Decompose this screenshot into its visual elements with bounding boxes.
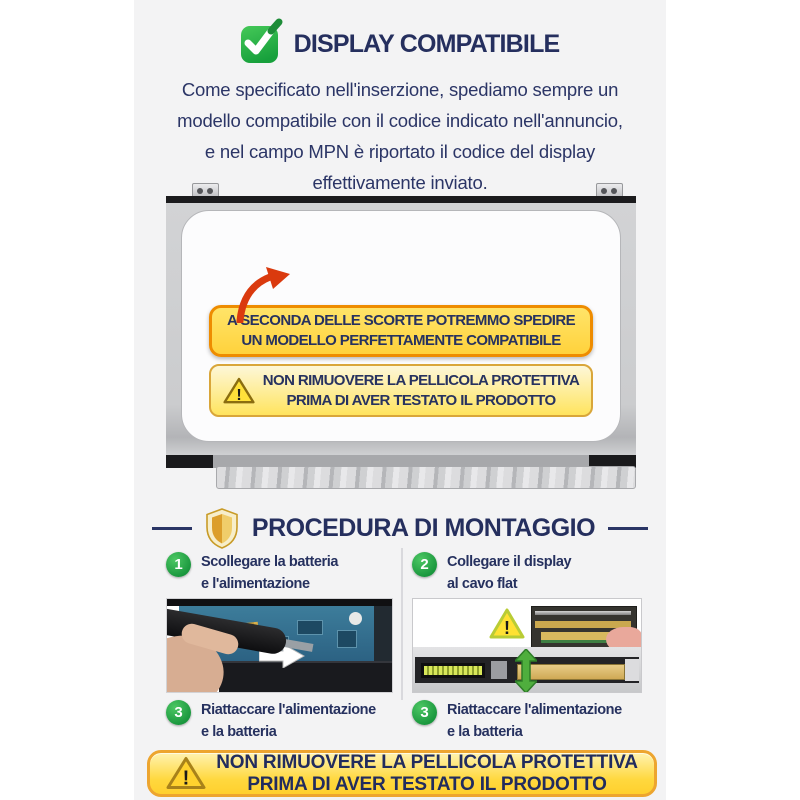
intro-line-3: e nel campo MPN è riportato il codice del display: [204, 141, 596, 162]
footer-warning-banner: [147, 750, 657, 797]
step-2-line-2: al cavo flat: [447, 576, 518, 592]
battery: [219, 661, 392, 693]
assembly-header: [134, 506, 666, 550]
chip-icon: [297, 620, 323, 635]
intro-line-1: Come specificato nell'inserzione, spediamo sempre un: [181, 79, 619, 100]
footer-banner-line-2: PRIMA DI AVER TESTATO IL PRODOTTO: [247, 773, 607, 795]
panel-top-edge: [166, 196, 636, 203]
intro-paragraph: [134, 74, 666, 198]
screw-hole-icon: [349, 612, 362, 625]
intro-line-4: effettivamente inviato.: [312, 172, 488, 193]
step-3-right-text: [447, 699, 622, 743]
assembly-title: PROCEDURA DI MONTAGGIO: [251, 513, 596, 542]
red-arrow-icon: [228, 267, 298, 323]
chassis-corner: [374, 606, 392, 661]
check-icon-glyph: [239, 19, 283, 63]
step-1-line-2: e l'alimentazione: [201, 576, 310, 592]
film-banner-line-2: PRIMA DI AVER TESTATO IL PRODOTTO: [286, 391, 556, 409]
warning-icon: [223, 377, 255, 405]
film-banner-text: [263, 371, 579, 411]
step-2: [412, 551, 571, 595]
svg-text:!: !: [236, 386, 242, 404]
panel-hinge-area: [413, 647, 641, 692]
divider-line-right: [608, 527, 648, 530]
lcd-panel-figure: [166, 183, 636, 497]
stock-banner-line-1: A SECONDA DELLE SCORTE POTREMMO SPEDIRE: [226, 312, 576, 329]
film-banner: [209, 364, 593, 417]
lvds-connector: [421, 663, 485, 678]
page-title: DISPLAY COMPATIBILE: [293, 29, 560, 58]
warning-icon: [489, 608, 525, 640]
svg-text:!: !: [504, 618, 510, 638]
step-3-left-line-1: Riattaccare l'alimentazione: [201, 702, 376, 718]
intro-line-2: modello compatibile con il codice indicato nell'annuncio,: [177, 110, 623, 131]
step-1: [166, 551, 338, 595]
step-3-left-badge: 3: [166, 700, 191, 725]
step-3-left-line-2: e la batteria: [201, 724, 277, 740]
connector-latch: [491, 661, 507, 679]
step-1-photo: [166, 598, 393, 693]
divider-line-left: [152, 527, 192, 530]
step-3-left-text: [201, 699, 376, 743]
step-1-text: [201, 551, 338, 595]
footer-banner-line-1: NON RIMUOVERE LA PELLICOLA PROTETTIVA: [216, 751, 638, 773]
film-banner-line-1: NON RIMUOVERE LA PELLICOLA PROTETTIVA: [262, 371, 580, 389]
step-3-right: [412, 699, 622, 743]
warning-icon: [166, 756, 206, 791]
panel-foil-strip: [216, 466, 636, 489]
connector-metal: [535, 611, 631, 615]
step-3-left: [166, 699, 376, 743]
step-2-line-1: Collegare il display: [447, 554, 572, 570]
step-2-text: [447, 551, 571, 595]
step-3-right-line-2: e la batteria: [447, 724, 523, 740]
step-3-right-badge: 3: [412, 700, 437, 725]
svg-text:!: !: [182, 767, 190, 790]
header: [134, 20, 666, 68]
steps-column-divider: [401, 548, 403, 700]
step-2-badge: 2: [412, 552, 437, 577]
connector-pins: [424, 666, 482, 675]
step-2-photo: [412, 598, 642, 693]
connector-closeup-photo: [531, 606, 637, 649]
chip-icon: [337, 630, 357, 648]
check-icon: [241, 26, 278, 63]
arrow-updown-icon: [515, 649, 537, 693]
foil-tab: [625, 659, 639, 681]
content-column: [134, 0, 666, 800]
chassis-edge: [167, 599, 392, 606]
step-1-badge: 1: [166, 552, 191, 577]
footer-banner-text: [216, 752, 638, 796]
shield-icon: [205, 508, 239, 549]
step-1-line-1: Scollegare la batteria: [201, 554, 339, 570]
step-3-right-line-1: Riattaccare l'alimentazione: [447, 702, 622, 718]
stock-banner-line-2: UN MODELLO PERFETTAMENTE COMPATIBILE: [241, 332, 561, 349]
